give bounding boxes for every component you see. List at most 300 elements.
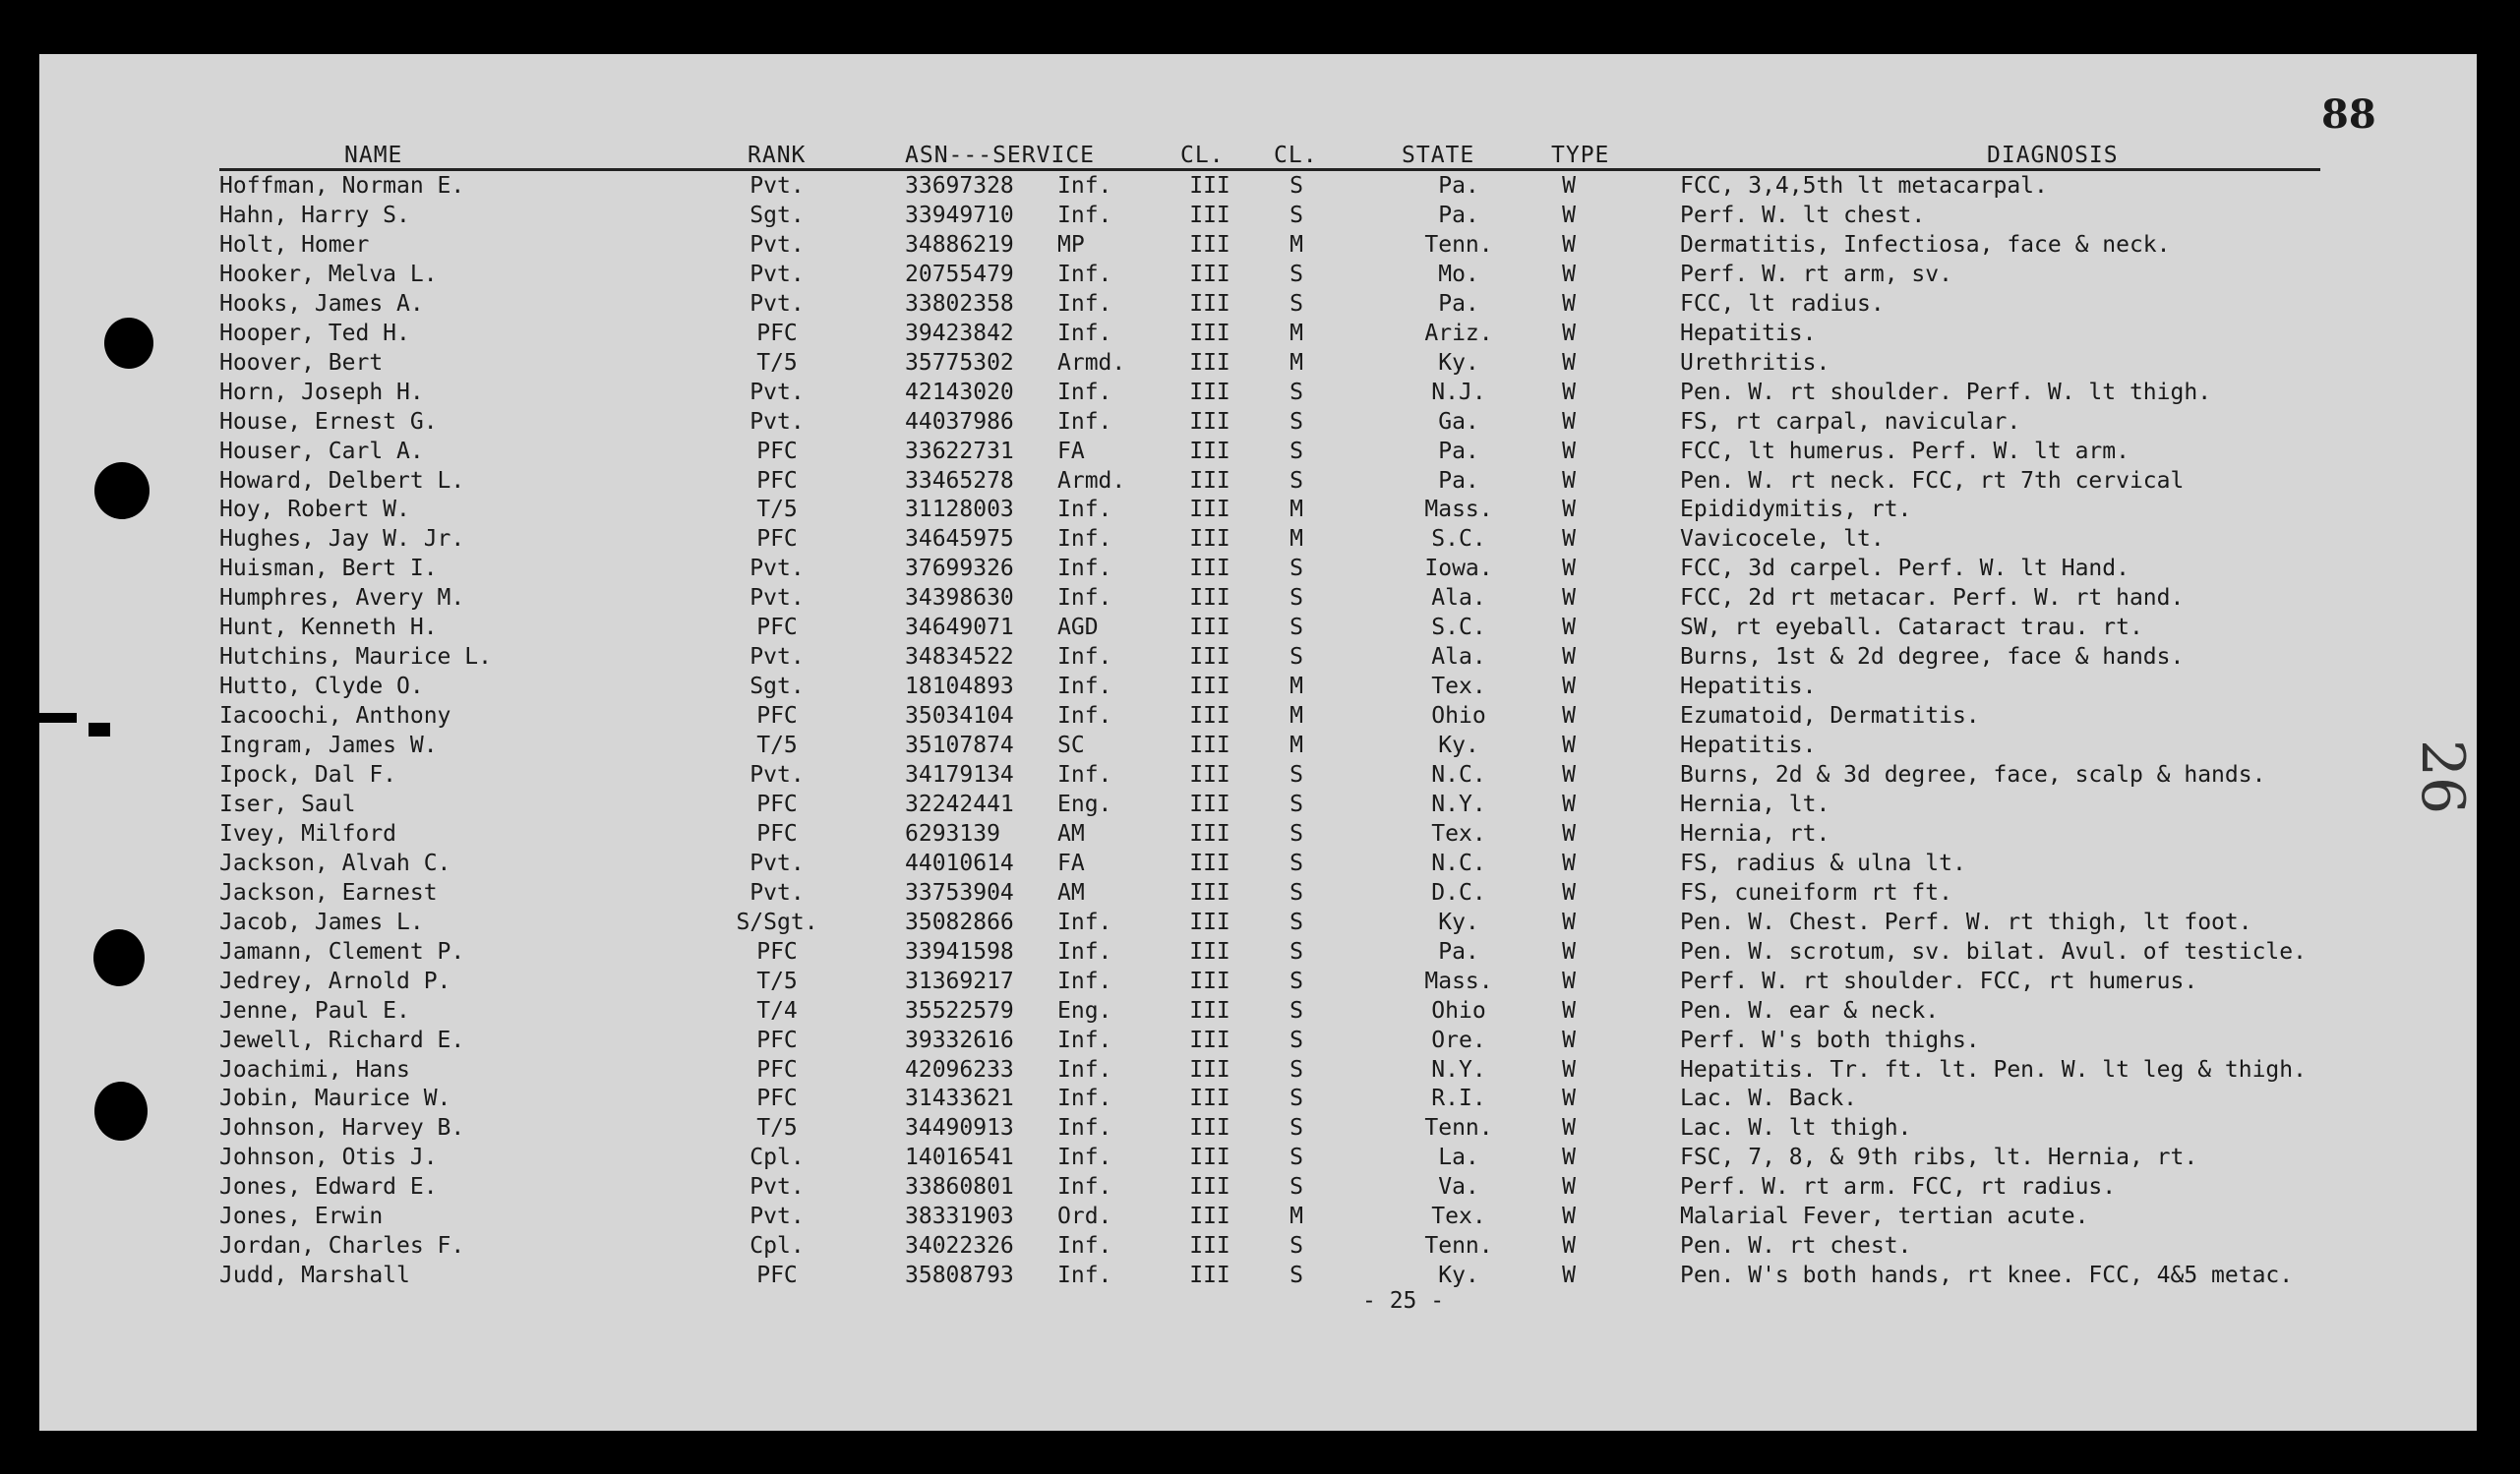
cell-diagnosis: Lac. W. lt thigh. xyxy=(1680,1115,1912,1142)
cell-rank: T/5 xyxy=(756,968,798,994)
cell-asn: 44010614 xyxy=(905,850,1014,876)
cell-asn: 38331903 xyxy=(905,1204,1014,1230)
cell-type: W xyxy=(1562,1115,1576,1142)
cell-diagnosis: Perf. W. lt chest. xyxy=(1680,202,1926,228)
table-row xyxy=(39,939,2477,969)
cell-cl1: III xyxy=(1189,733,1230,759)
cell-cl1: III xyxy=(1189,968,1230,994)
cell-name: Jones, Edward E. xyxy=(219,1174,438,1201)
cell-state: Va. xyxy=(1438,1174,1479,1201)
cell-cl1: III xyxy=(1189,526,1230,553)
cell-cl2: S xyxy=(1290,997,1303,1024)
cell-diagnosis: Malarial Fever, tertian acute. xyxy=(1680,1204,2089,1230)
table-row xyxy=(39,350,2477,380)
cell-cl2: M xyxy=(1290,526,1303,553)
cell-service: Inf. xyxy=(1057,644,1112,671)
cell-type: W xyxy=(1562,938,1576,965)
header-rule xyxy=(219,168,2320,171)
cell-service: Inf. xyxy=(1057,1233,1112,1260)
cell-name: Hunt, Kenneth H. xyxy=(219,615,438,641)
cell-cl1: III xyxy=(1189,231,1230,258)
cell-cl2: S xyxy=(1290,556,1303,582)
cell-type: W xyxy=(1562,733,1576,759)
cell-state: Tex. xyxy=(1431,674,1486,700)
header-state: STATE xyxy=(1402,143,1475,168)
table-row xyxy=(39,409,2477,439)
cell-diagnosis: FCC, 2d rt metacar. Perf. W. rt hand. xyxy=(1680,585,2185,612)
table-row xyxy=(39,880,2477,910)
cell-cl2: M xyxy=(1290,1204,1303,1230)
cell-rank: Pvt. xyxy=(750,585,805,612)
cell-type: W xyxy=(1562,290,1576,317)
cell-cl2: S xyxy=(1290,1115,1303,1142)
cell-type: W xyxy=(1562,173,1576,199)
cell-diagnosis: FS, cuneiform rt ft. xyxy=(1680,879,1952,906)
cell-service: Armd. xyxy=(1057,467,1126,494)
cell-service: Inf. xyxy=(1057,762,1112,788)
cell-asn: 35034104 xyxy=(905,703,1014,730)
cell-service: Ord. xyxy=(1057,1204,1112,1230)
cell-state: Ariz. xyxy=(1424,320,1493,346)
cell-type: W xyxy=(1562,1086,1576,1112)
cell-type: W xyxy=(1562,1263,1576,1289)
cell-name: Jewell, Richard E. xyxy=(219,1027,465,1053)
table-row xyxy=(39,468,2477,498)
cell-name: Judd, Marshall xyxy=(219,1263,410,1289)
cell-asn: 34490913 xyxy=(905,1115,1014,1142)
cell-service: Inf. xyxy=(1057,585,1112,612)
cell-rank: Pvt. xyxy=(750,644,805,671)
punch-hole xyxy=(94,1082,148,1141)
table-row xyxy=(39,762,2477,792)
cell-asn: 33941598 xyxy=(905,938,1014,965)
cell-cl2: S xyxy=(1290,1263,1303,1289)
cell-cl1: III xyxy=(1189,290,1230,317)
cell-rank: PFC xyxy=(756,820,798,847)
cell-service: Inf. xyxy=(1057,290,1112,317)
cell-diagnosis: FSC, 7, 8, & 9th ribs, lt. Hernia, rt. xyxy=(1680,1145,2198,1171)
cell-diagnosis: Urethritis. xyxy=(1680,349,1830,376)
cell-diagnosis: FCC, lt humerus. Perf. W. lt arm. xyxy=(1680,438,2130,464)
cell-rank: PFC xyxy=(756,615,798,641)
header-cl2: CL. xyxy=(1274,143,1318,168)
cell-diagnosis: Hepatitis. Tr. ft. lt. Pen. W. lt leg & thigh. xyxy=(1680,1056,2307,1083)
cell-rank: Cpl. xyxy=(750,1233,805,1260)
cell-service: Inf. xyxy=(1057,320,1112,346)
cell-rank: T/5 xyxy=(756,349,798,376)
cell-cl2: S xyxy=(1290,762,1303,788)
cell-name: Hooker, Melva L. xyxy=(219,261,438,287)
cell-name: Hutto, Clyde O. xyxy=(219,674,424,700)
cell-service: Inf. xyxy=(1057,1086,1112,1112)
table-row xyxy=(39,644,2477,674)
cell-state: Ohio xyxy=(1431,703,1486,730)
cell-cl2: M xyxy=(1290,674,1303,700)
cell-service: Inf. xyxy=(1057,1027,1112,1053)
cell-service: Inf. xyxy=(1057,408,1112,435)
header-rank: RANK xyxy=(748,143,807,168)
cell-cl2: S xyxy=(1290,261,1303,287)
cell-rank: Pvt. xyxy=(750,1174,805,1201)
cell-asn: 34886219 xyxy=(905,231,1014,258)
cell-type: W xyxy=(1562,997,1576,1024)
table-row xyxy=(39,1115,2477,1145)
cell-asn: 34834522 xyxy=(905,644,1014,671)
table-row xyxy=(39,585,2477,615)
cell-service: Inf. xyxy=(1057,173,1112,199)
cell-asn: 31369217 xyxy=(905,968,1014,994)
cell-diagnosis: Burns, 2d & 3d degree, face, scalp & hands. xyxy=(1680,762,2266,788)
table-row xyxy=(39,203,2477,232)
cell-cl2: S xyxy=(1290,791,1303,817)
cell-cl2: S xyxy=(1290,1086,1303,1112)
cell-rank: Pvt. xyxy=(750,408,805,435)
cell-state: Tenn. xyxy=(1424,231,1493,258)
cell-cl1: III xyxy=(1189,1233,1230,1260)
punch-hole xyxy=(94,462,150,519)
cell-state: N.Y. xyxy=(1431,791,1486,817)
cell-cl2: M xyxy=(1290,733,1303,759)
table-row xyxy=(39,1028,2477,1057)
cell-type: W xyxy=(1562,231,1576,258)
cell-cl2: S xyxy=(1290,820,1303,847)
cell-type: W xyxy=(1562,408,1576,435)
cell-diagnosis: SW, rt eyeball. Cataract trau. rt. xyxy=(1680,615,2143,641)
cell-type: W xyxy=(1562,585,1576,612)
cell-cl2: S xyxy=(1290,1145,1303,1171)
cell-diagnosis: Lac. W. Back. xyxy=(1680,1086,1858,1112)
cell-state: N.C. xyxy=(1431,850,1486,876)
cell-cl2: S xyxy=(1290,968,1303,994)
cell-cl1: III xyxy=(1189,1174,1230,1201)
cell-type: W xyxy=(1562,674,1576,700)
cell-asn: 33949710 xyxy=(905,202,1014,228)
cell-asn: 42143020 xyxy=(905,379,1014,405)
cell-type: W xyxy=(1562,497,1576,523)
cell-cl1: III xyxy=(1189,938,1230,965)
cell-type: W xyxy=(1562,968,1576,994)
cell-cl2: S xyxy=(1290,615,1303,641)
table-row xyxy=(39,291,2477,321)
cell-state: Ala. xyxy=(1431,585,1486,612)
cell-state: Ala. xyxy=(1431,644,1486,671)
cell-asn: 20755479 xyxy=(905,261,1014,287)
cell-cl2: S xyxy=(1290,1233,1303,1260)
cell-rank: PFC xyxy=(756,1263,798,1289)
cell-service: Armd. xyxy=(1057,349,1126,376)
cell-name: Horn, Joseph H. xyxy=(219,379,424,405)
cell-asn: 31128003 xyxy=(905,497,1014,523)
cell-cl1: III xyxy=(1189,703,1230,730)
cell-type: W xyxy=(1562,791,1576,817)
cell-name: Johnson, Otis J. xyxy=(219,1145,438,1171)
cell-state: Mass. xyxy=(1424,497,1493,523)
cell-cl2: S xyxy=(1290,173,1303,199)
cell-service: Inf. xyxy=(1057,526,1112,553)
cell-state: Pa. xyxy=(1438,467,1479,494)
cell-rank: T/5 xyxy=(756,733,798,759)
cell-asn: 37699326 xyxy=(905,556,1014,582)
cell-state: N.C. xyxy=(1431,762,1486,788)
cell-cl2: S xyxy=(1290,909,1303,935)
table-row xyxy=(39,262,2477,291)
cell-state: Ore. xyxy=(1431,1027,1486,1053)
cell-name: Hughes, Jay W. Jr. xyxy=(219,526,465,553)
document-page xyxy=(39,54,2477,1431)
cell-name: Jedrey, Arnold P. xyxy=(219,968,451,994)
cell-state: Pa. xyxy=(1438,438,1479,464)
cell-service: Inf. xyxy=(1057,909,1112,935)
table-row xyxy=(39,1057,2477,1087)
cell-state: Ky. xyxy=(1438,349,1479,376)
cell-state: Ohio xyxy=(1431,997,1486,1024)
cell-diagnosis: Ezumatoid, Dermatitis. xyxy=(1680,703,1980,730)
table-row xyxy=(39,1233,2477,1263)
cell-cl2: M xyxy=(1290,349,1303,376)
table-row xyxy=(39,674,2477,703)
cell-diagnosis: Pen. W. rt chest. xyxy=(1680,1233,1912,1260)
cell-rank: T/4 xyxy=(756,997,798,1024)
cell-rank: S/Sgt. xyxy=(736,909,818,935)
table-row xyxy=(39,969,2477,998)
cell-name: Joachimi, Hans xyxy=(219,1056,410,1083)
cell-diagnosis: Pen. W. rt neck. FCC, rt 7th cervical xyxy=(1680,467,2185,494)
cell-asn: 33465278 xyxy=(905,467,1014,494)
table-row xyxy=(39,321,2477,350)
cell-service: Inf. xyxy=(1057,703,1112,730)
cell-type: W xyxy=(1562,820,1576,847)
cell-state: S.C. xyxy=(1431,526,1486,553)
page-number: 88 xyxy=(2321,91,2376,138)
cell-type: W xyxy=(1562,644,1576,671)
cell-cl2: S xyxy=(1290,1027,1303,1053)
cell-rank: PFC xyxy=(756,526,798,553)
cell-cl1: III xyxy=(1189,791,1230,817)
cell-type: W xyxy=(1562,438,1576,464)
cell-cl1: III xyxy=(1189,556,1230,582)
cell-cl1: III xyxy=(1189,467,1230,494)
cell-service: Inf. xyxy=(1057,968,1112,994)
cell-cl1: III xyxy=(1189,408,1230,435)
cell-name: Jobin, Maurice W. xyxy=(219,1086,451,1112)
cell-diagnosis: Burns, 1st & 2d degree, face & hands. xyxy=(1680,644,2185,671)
cell-rank: T/5 xyxy=(756,1115,798,1142)
cell-asn: 34649071 xyxy=(905,615,1014,641)
cell-name: Jackson, Earnest xyxy=(219,879,438,906)
cell-cl1: III xyxy=(1189,1027,1230,1053)
cell-name: Humphres, Avery M. xyxy=(219,585,465,612)
table-row xyxy=(39,526,2477,556)
footer-page-number: - 25 - xyxy=(1362,1288,1445,1314)
table-row xyxy=(39,821,2477,851)
cell-asn: 33622731 xyxy=(905,438,1014,464)
cell-asn: 33860801 xyxy=(905,1174,1014,1201)
cell-type: W xyxy=(1562,1174,1576,1201)
cell-diagnosis: Hepatitis. xyxy=(1680,733,1817,759)
cell-cl2: S xyxy=(1290,1174,1303,1201)
cell-cl1: III xyxy=(1189,674,1230,700)
handwritten-note: 26 xyxy=(2408,738,2478,815)
cell-name: Hahn, Harry S. xyxy=(219,202,410,228)
cell-asn: 42096233 xyxy=(905,1056,1014,1083)
cell-type: W xyxy=(1562,879,1576,906)
cell-asn: 34179134 xyxy=(905,762,1014,788)
cell-state: Tex. xyxy=(1431,1204,1486,1230)
table-row xyxy=(39,733,2477,762)
cell-type: W xyxy=(1562,1027,1576,1053)
table-row xyxy=(39,851,2477,880)
cell-service: Inf. xyxy=(1057,674,1112,700)
cell-state: Iowa. xyxy=(1424,556,1493,582)
cell-cl1: III xyxy=(1189,615,1230,641)
punch-hole xyxy=(104,318,153,369)
cell-rank: Pvt. xyxy=(750,850,805,876)
cell-asn: 14016541 xyxy=(905,1145,1014,1171)
cell-cl1: III xyxy=(1189,1056,1230,1083)
cell-name: Howard, Delbert L. xyxy=(219,467,465,494)
table-row xyxy=(39,173,2477,203)
cell-name: Jordan, Charles F. xyxy=(219,1233,465,1260)
cell-cl1: III xyxy=(1189,1204,1230,1230)
cell-asn: 35775302 xyxy=(905,349,1014,376)
cell-state: Pa. xyxy=(1438,173,1479,199)
cell-name: Houser, Carl A. xyxy=(219,438,424,464)
table-row xyxy=(39,1263,2477,1292)
cell-name: Jenne, Paul E. xyxy=(219,997,410,1024)
punch-hole xyxy=(93,929,145,986)
cell-state: D.C. xyxy=(1431,879,1486,906)
cell-diagnosis: Vavicocele, lt. xyxy=(1680,526,1885,553)
cell-asn: 35107874 xyxy=(905,733,1014,759)
cell-cl1: III xyxy=(1189,1115,1230,1142)
cell-name: House, Ernest G. xyxy=(219,408,438,435)
cell-cl2: M xyxy=(1290,320,1303,346)
cell-rank: PFC xyxy=(756,320,798,346)
table-row xyxy=(39,1204,2477,1233)
cell-service: FA xyxy=(1057,850,1085,876)
cell-state: R.I. xyxy=(1431,1086,1486,1112)
table-row xyxy=(39,1145,2477,1174)
cell-name: Hoover, Bert xyxy=(219,349,384,376)
cell-name: Hooks, James A. xyxy=(219,290,424,317)
cell-asn: 6293139 xyxy=(905,820,1000,847)
header-type: TYPE xyxy=(1551,143,1610,168)
cell-type: W xyxy=(1562,762,1576,788)
cell-service: SC xyxy=(1057,733,1085,759)
cell-cl2: S xyxy=(1290,938,1303,965)
header-diagnosis: DIAGNOSIS xyxy=(1987,143,2119,168)
cell-diagnosis: Perf. W. rt shoulder. FCC, rt humerus. xyxy=(1680,968,2198,994)
cell-state: Ky. xyxy=(1438,733,1479,759)
cell-service: Inf. xyxy=(1057,1174,1112,1201)
cell-state: Mass. xyxy=(1424,968,1493,994)
cell-diagnosis: FS, rt carpal, navicular. xyxy=(1680,408,2021,435)
cell-state: N.Y. xyxy=(1431,1056,1486,1083)
cell-type: W xyxy=(1562,467,1576,494)
cell-diagnosis: Hernia, rt. xyxy=(1680,820,1830,847)
header-asn-service: ASN---SERVICE xyxy=(905,143,1096,168)
cell-service: Inf. xyxy=(1057,1145,1112,1171)
cell-rank: Pvt. xyxy=(750,556,805,582)
table-row xyxy=(39,615,2477,644)
cell-service: Inf. xyxy=(1057,261,1112,287)
cell-cl2: S xyxy=(1290,408,1303,435)
cell-service: Eng. xyxy=(1057,997,1112,1024)
cell-state: N.J. xyxy=(1431,379,1486,405)
cell-cl1: III xyxy=(1189,909,1230,935)
table-row xyxy=(39,1174,2477,1204)
cell-state: Tenn. xyxy=(1424,1233,1493,1260)
cell-type: W xyxy=(1562,703,1576,730)
header-cl1: CL. xyxy=(1180,143,1225,168)
cell-diagnosis: FCC, 3,4,5th lt metacarpal. xyxy=(1680,173,2048,199)
cell-name: Hoy, Robert W. xyxy=(219,497,410,523)
cell-type: W xyxy=(1562,615,1576,641)
cell-cl1: III xyxy=(1189,349,1230,376)
cell-service: Eng. xyxy=(1057,791,1112,817)
cell-cl2: S xyxy=(1290,644,1303,671)
cell-cl1: III xyxy=(1189,585,1230,612)
cell-diagnosis: Pen. W's both hands, rt knee. FCC, 4&5 metac. xyxy=(1680,1263,2294,1289)
cell-diagnosis: Pen. W. scrotum, sv. bilat. Avul. of testicle. xyxy=(1680,938,2307,965)
cell-diagnosis: Epididymitis, rt. xyxy=(1680,497,1912,523)
cell-asn: 33697328 xyxy=(905,173,1014,199)
cell-type: W xyxy=(1562,526,1576,553)
cell-name: Hutchins, Maurice L. xyxy=(219,644,492,671)
cell-cl2: S xyxy=(1290,467,1303,494)
cell-rank: Pvt. xyxy=(750,173,805,199)
table-row xyxy=(39,910,2477,939)
cell-state: Ky. xyxy=(1438,1263,1479,1289)
table-row xyxy=(39,792,2477,821)
cell-cl2: S xyxy=(1290,585,1303,612)
cell-asn: 18104893 xyxy=(905,674,1014,700)
cell-type: W xyxy=(1562,320,1576,346)
cell-rank: PFC xyxy=(756,1086,798,1112)
cell-type: W xyxy=(1562,850,1576,876)
cell-service: MP xyxy=(1057,231,1085,258)
cell-state: La. xyxy=(1438,1145,1479,1171)
cell-type: W xyxy=(1562,1145,1576,1171)
cell-name: Iacoochi, Anthony xyxy=(219,703,451,730)
cell-cl2: S xyxy=(1290,1056,1303,1083)
cell-cl1: III xyxy=(1189,320,1230,346)
cell-asn: 32242441 xyxy=(905,791,1014,817)
cell-rank: Pvt. xyxy=(750,762,805,788)
cell-diagnosis: Hepatitis. xyxy=(1680,674,1817,700)
cell-type: W xyxy=(1562,556,1576,582)
cell-rank: Pvt. xyxy=(750,1204,805,1230)
cell-rank: PFC xyxy=(756,703,798,730)
cell-state: Pa. xyxy=(1438,938,1479,965)
cell-cl1: III xyxy=(1189,379,1230,405)
cell-cl2: S xyxy=(1290,202,1303,228)
cell-cl2: S xyxy=(1290,879,1303,906)
cell-rank: Pvt. xyxy=(750,231,805,258)
cell-state: Tex. xyxy=(1431,820,1486,847)
cell-name: Ipock, Dal F. xyxy=(219,762,397,788)
cell-name: Ingram, James W. xyxy=(219,733,438,759)
cell-service: Inf. xyxy=(1057,497,1112,523)
cell-diagnosis: Dermatitis, Infectiosa, face & neck. xyxy=(1680,231,2171,258)
cell-cl1: III xyxy=(1189,1263,1230,1289)
cell-service: Inf. xyxy=(1057,1263,1112,1289)
cell-cl1: III xyxy=(1189,438,1230,464)
cell-diagnosis: Perf. W. rt arm, sv. xyxy=(1680,261,1952,287)
cell-asn: 31433621 xyxy=(905,1086,1014,1112)
cell-rank: Cpl. xyxy=(750,1145,805,1171)
cell-cl2: S xyxy=(1290,290,1303,317)
